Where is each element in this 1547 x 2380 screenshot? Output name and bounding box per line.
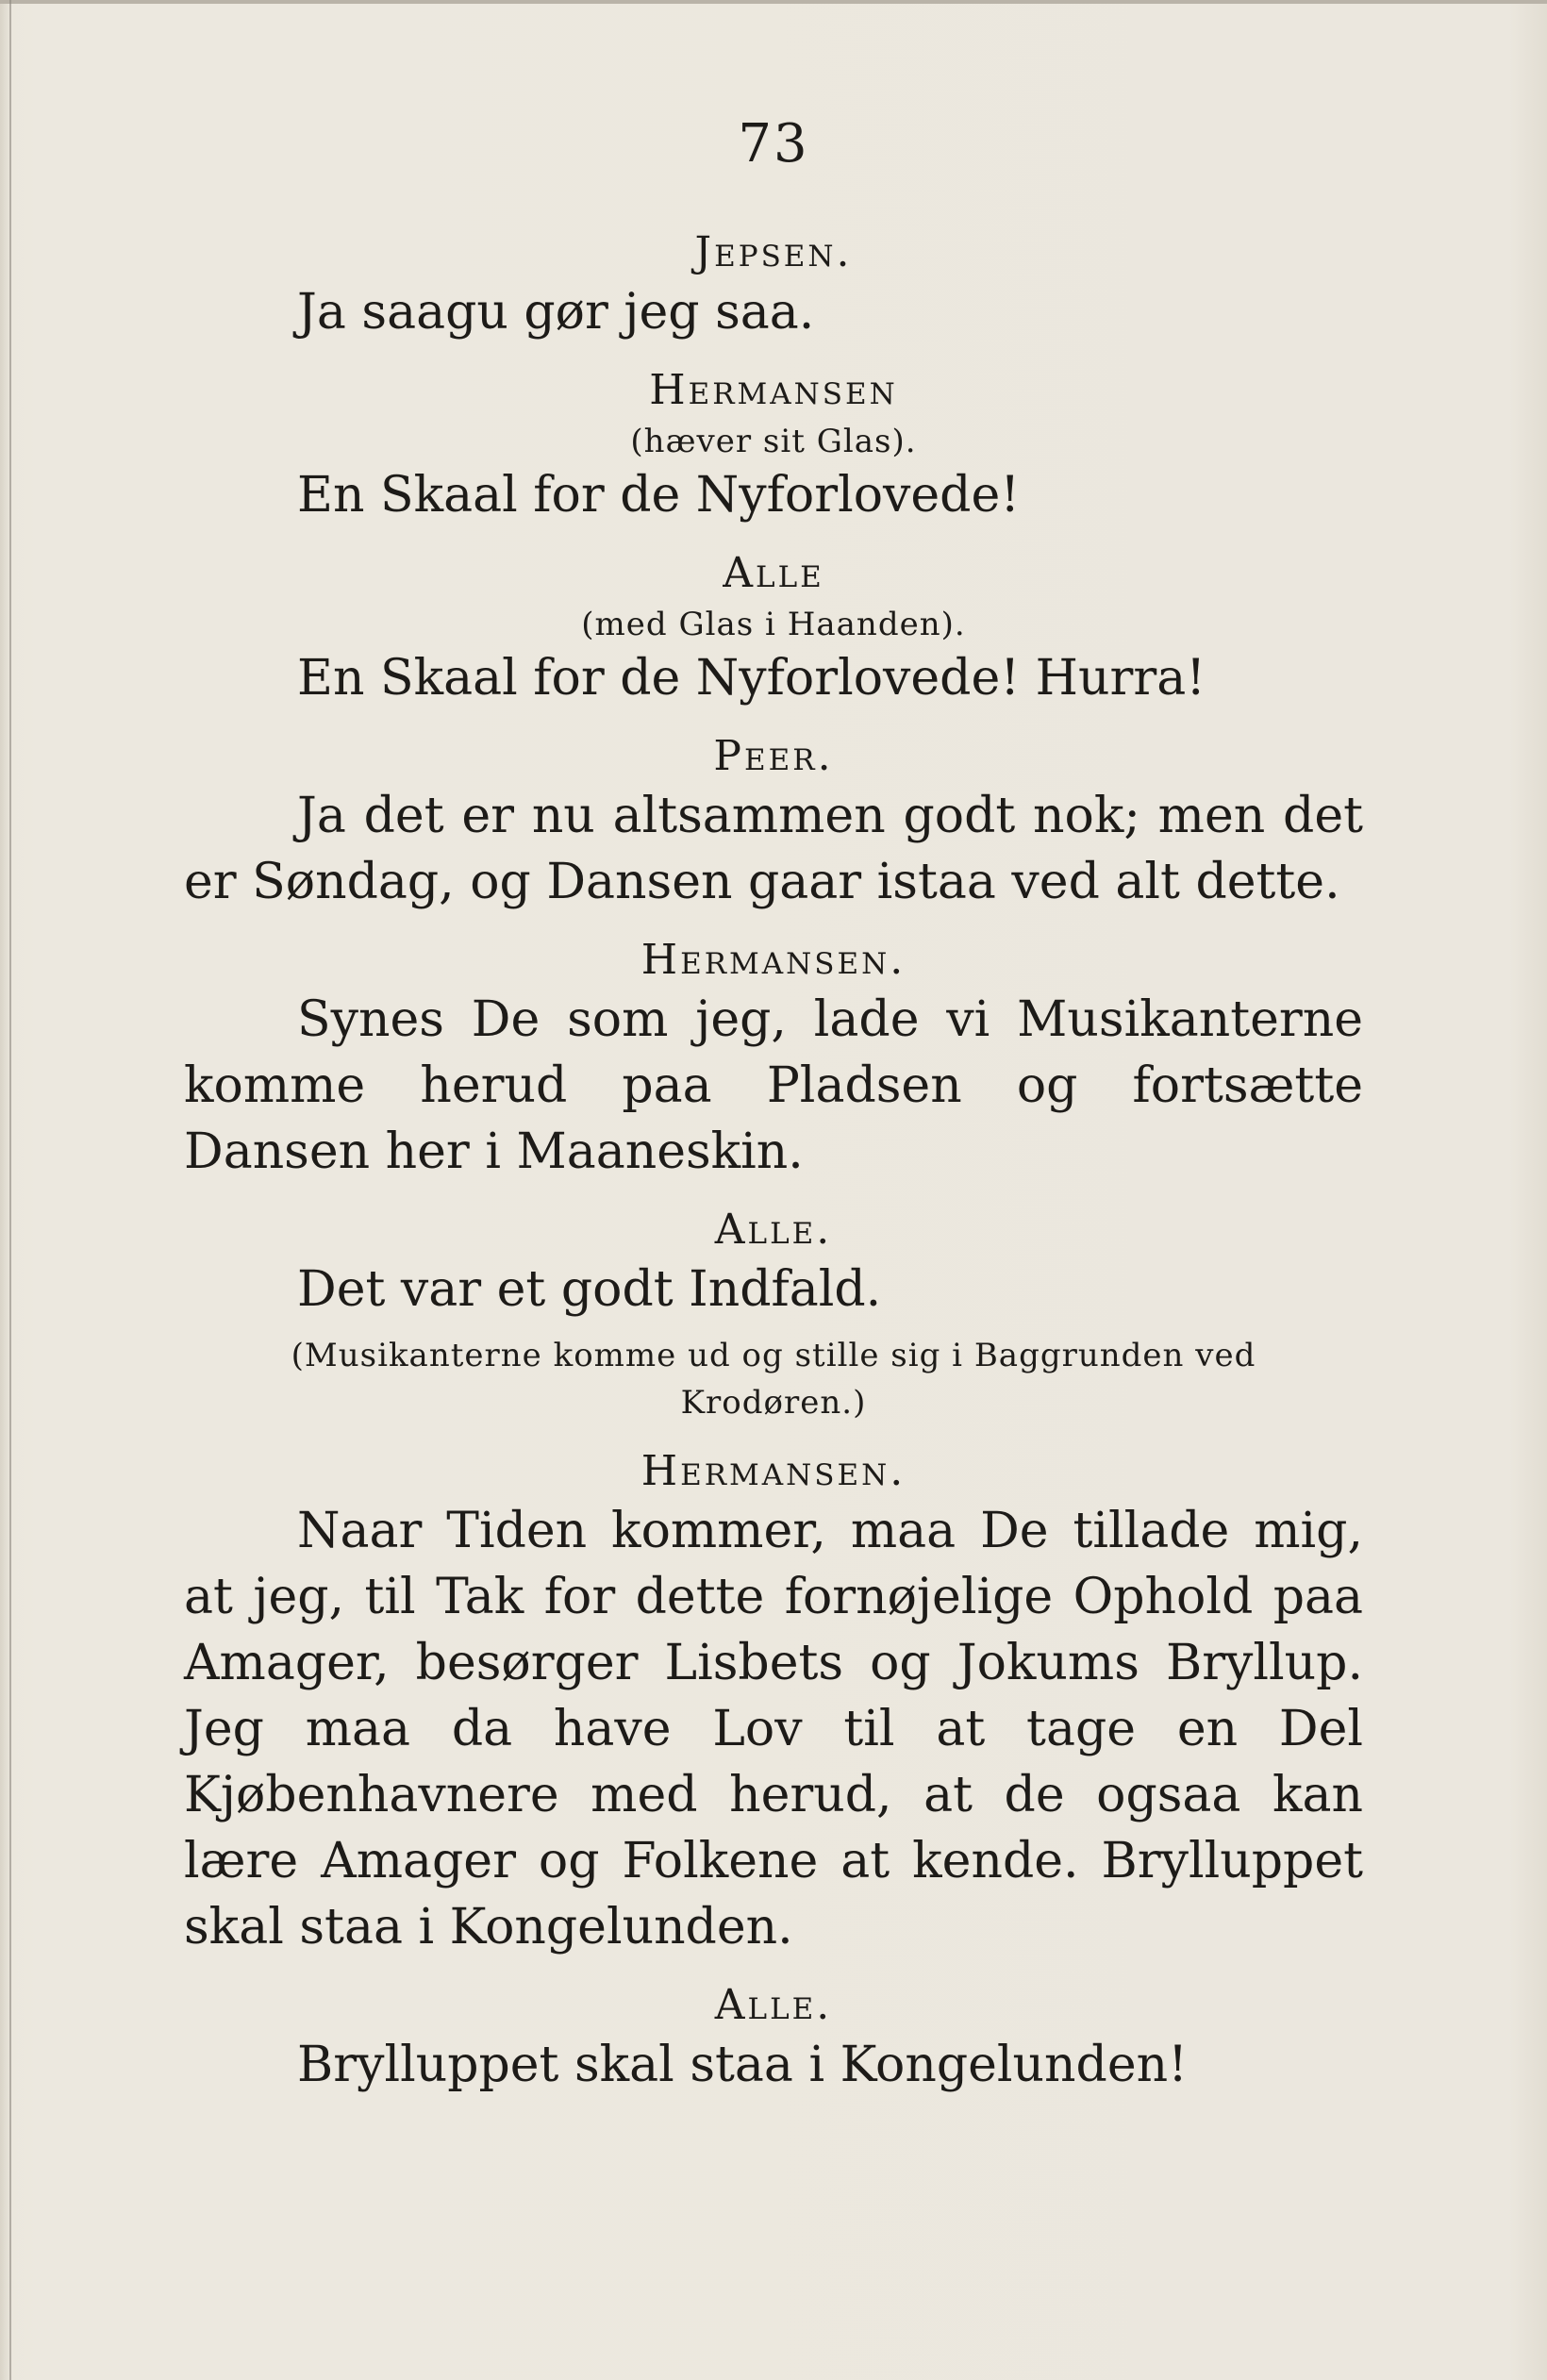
speaker-name: Alle <box>723 549 824 597</box>
section-peer <box>184 730 1363 915</box>
dialogue-text: Ja saagu gør jeg saa. <box>297 284 815 341</box>
stage-direction: (hæver sit Glas). <box>630 423 917 460</box>
dialogue-text: Det var et godt Indfald. <box>297 1261 882 1318</box>
speaker-name: Hermansen. <box>640 936 907 984</box>
speaker-name: Hermansen. <box>640 1447 907 1495</box>
page-left-edge <box>9 0 11 2380</box>
page-content <box>184 111 1363 2117</box>
dialogue-text: Brylluppet skal staa i Kongelunden! <box>297 2037 1188 2093</box>
section-hermansen-3 <box>184 1445 1363 1960</box>
speaker-name: Jepsen. <box>694 228 853 276</box>
speaker-name: Alle. <box>714 1981 833 2029</box>
section-hermansen-2 <box>184 934 1363 1185</box>
dialogue-text: En Skaal for de Nyforlovede! <box>297 467 1021 524</box>
dialogue-text: Synes De som jeg, lade vi Musikanterne komme herud paa Pladsen og fortsætte Dansen her i Maaneskin. <box>184 991 1363 1180</box>
speaker-name: Hermansen <box>649 366 898 414</box>
stage-direction: (med Glas i Haanden). <box>581 606 966 643</box>
section-alle-3 <box>184 1979 1363 2098</box>
dialogue-text: Ja det er nu altsammen godt nok; men det er Søndag, og Dansen gaar istaa ved alt dette. <box>184 788 1363 910</box>
section-jepsen <box>184 226 1363 345</box>
dialogue-text: En Skaal for de Nyforlovede! Hurra! <box>297 650 1206 707</box>
stage-direction: (Musikanterne komme ud og stille sig i Baggrunden ved Krodøren.) <box>291 1337 1256 1422</box>
section-alle-1 <box>184 547 1363 711</box>
dialogue-text: Naar Tiden kommer, maa De tillade mig, at jeg, til Tak for dette fornøjelige Ophold paa Amager, besørger Lisbets og Jokums Bryllup. Jeg maa da have Lov til at tage en Del Kjøbenhavnere med herud, at de ogsaa kan lære Amager og Folkene at kende. Brylluppet skal staa i Kongelunden. <box>184 1503 1363 1956</box>
page-top-edge <box>0 0 1547 4</box>
speaker-name: Peer. <box>713 732 834 780</box>
section-hermansen-1 <box>184 364 1363 528</box>
speaker-name: Alle. <box>714 1206 833 1254</box>
section-alle-2 <box>184 1204 1363 1426</box>
page-number: 73 <box>738 113 809 175</box>
